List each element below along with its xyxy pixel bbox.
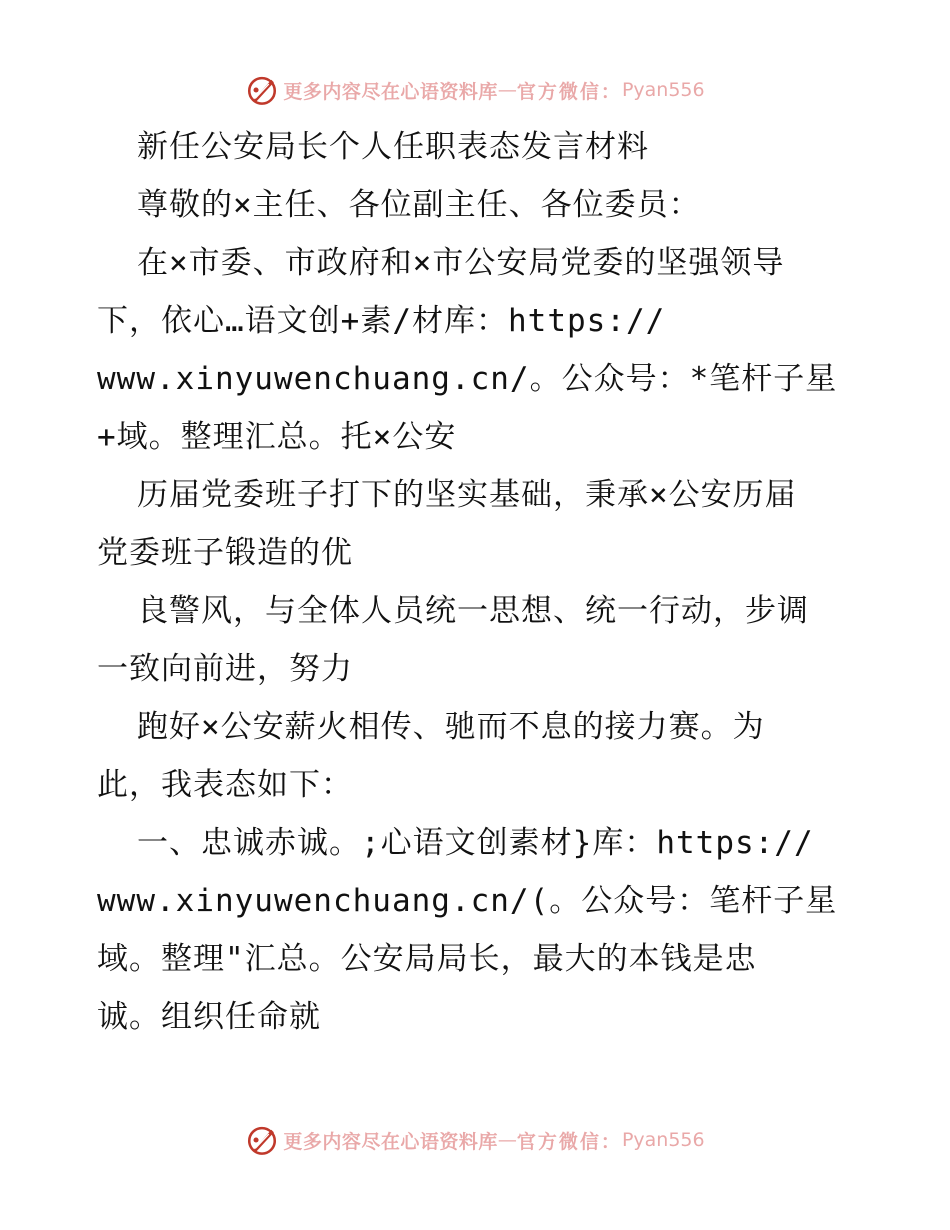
document-body bbox=[97, 118, 867, 1046]
footer-banner-separator: — bbox=[497, 1129, 517, 1151]
quill-pen-logo-icon bbox=[245, 1123, 279, 1157]
body-line: 域。整理"汇总。公安局局长，最大的本钱是忠 bbox=[97, 941, 757, 977]
footer-banner-text: 更多内容尽在心语资料库 bbox=[283, 1130, 498, 1153]
body-line: 跑好×公安薪火相传、驰而不息的接力赛。为 bbox=[137, 709, 765, 745]
body-line: 历届党委班子打下的坚实基础，秉承×公安历届 bbox=[137, 477, 797, 513]
footer-banner-label: 官方微信： bbox=[516, 1130, 622, 1153]
document-title: 新任公安局长个人任职表态发言材料 bbox=[137, 129, 649, 165]
body-line: 此，我表态如下： bbox=[97, 767, 353, 803]
salutation: 尊敬的×主任、各位副主任、各位委员： bbox=[137, 187, 701, 223]
header-banner-separator: — bbox=[497, 79, 517, 101]
body-line: 一致向前进，努力 bbox=[97, 651, 353, 687]
quill-pen-logo-icon bbox=[245, 73, 279, 107]
body-line: 良警风，与全体人员统一思想、统一行动，步调 bbox=[137, 593, 809, 629]
header-watermark-banner bbox=[0, 70, 950, 110]
section-heading-line: 一、忠诚赤诚。;心语文创素材}库：https:// bbox=[137, 825, 814, 861]
body-line: www.xinyuwenchuang.cn/。公众号：*笔杆子星 bbox=[97, 361, 838, 397]
footer-banner-contact: Pyan556 bbox=[621, 1129, 705, 1151]
body-line: 下，依心…语文创+素/材库：https:// bbox=[97, 303, 666, 339]
footer-watermark-banner bbox=[0, 1120, 950, 1160]
body-line: 党委班子锻造的优 bbox=[97, 535, 353, 571]
header-banner-text: 更多内容尽在心语资料库 bbox=[283, 80, 498, 103]
body-line: 诚。组织任命就 bbox=[97, 999, 321, 1035]
body-line: www.xinyuwenchuang.cn/(。公众号：笔杆子星 bbox=[97, 883, 838, 919]
header-banner-label: 官方微信： bbox=[516, 80, 622, 103]
body-line: 在×市委、市政府和×市公安局党委的坚强领导 bbox=[137, 245, 785, 281]
body-line: +域。整理汇总。托×公安 bbox=[97, 419, 457, 455]
header-banner-contact: Pyan556 bbox=[621, 79, 705, 101]
